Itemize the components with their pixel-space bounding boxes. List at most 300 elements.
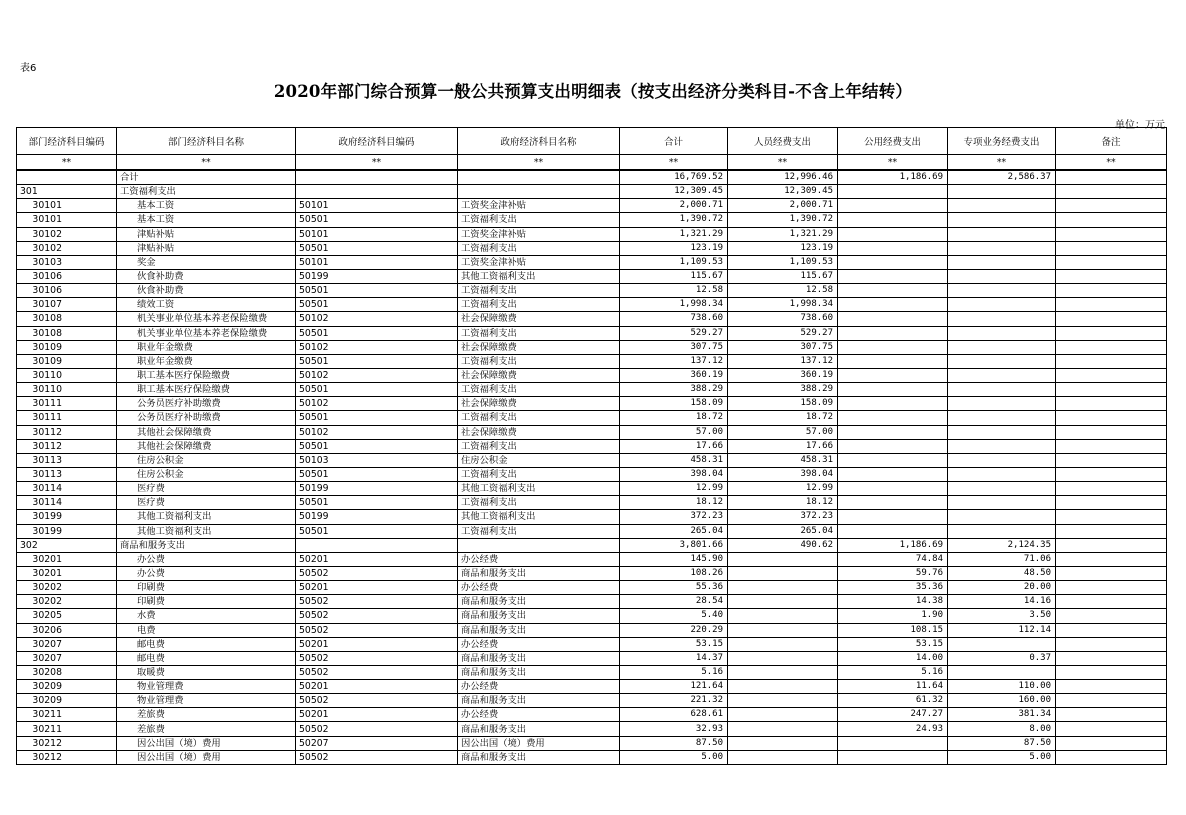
- cell-dept-name: 物业管理费: [117, 694, 296, 708]
- cell-total: 121.64: [620, 680, 728, 694]
- cell-remark: [1056, 411, 1167, 425]
- star-cell: **: [458, 155, 620, 171]
- cell-total: 529.27: [620, 326, 728, 340]
- cell-public: [838, 482, 948, 496]
- cell-gov-code: 50199: [296, 482, 458, 496]
- table-row: [17, 665, 1167, 679]
- cell-dept-name: 办公费: [117, 552, 296, 566]
- header-row: [17, 128, 1167, 155]
- table-row: [17, 651, 1167, 665]
- cell-gov-code: 50201: [296, 581, 458, 595]
- cell-public: [838, 383, 948, 397]
- cell-public: [838, 255, 948, 269]
- cell-special: [948, 411, 1056, 425]
- cell-public: [838, 467, 948, 481]
- table-row: [17, 213, 1167, 227]
- cell-gov-code: 50502: [296, 750, 458, 764]
- cell-dept-name: 住房公积金: [117, 453, 296, 467]
- cell-dept-name: 职工基本医疗保险缴费: [117, 383, 296, 397]
- table-row: [17, 453, 1167, 467]
- table-row: [17, 269, 1167, 283]
- cell-gov-name: 商品和服务支出: [458, 651, 620, 665]
- cell-personnel: 12.99: [728, 482, 838, 496]
- cell-remark: [1056, 651, 1167, 665]
- table-row: [17, 397, 1167, 411]
- cell-personnel: [728, 736, 838, 750]
- cell-total: 18.72: [620, 411, 728, 425]
- cell-dept-code: 30212: [17, 750, 117, 764]
- cell-special: [948, 482, 1056, 496]
- cell-total: 388.29: [620, 383, 728, 397]
- cell-dept-code: 301: [17, 185, 117, 199]
- table-row: [17, 623, 1167, 637]
- table-row: [17, 467, 1167, 481]
- cell-special: 381.34: [948, 708, 1056, 722]
- table-row: [17, 326, 1167, 340]
- star-cell: **: [838, 155, 948, 171]
- cell-remark: [1056, 453, 1167, 467]
- cell-total: 265.04: [620, 524, 728, 538]
- cell-personnel: 1,390.72: [728, 213, 838, 227]
- cell-dept-code: 30205: [17, 609, 117, 623]
- cell-total: 307.75: [620, 340, 728, 354]
- cell-personnel: [728, 566, 838, 580]
- cell-special: 48.50: [948, 566, 1056, 580]
- cell-total: 108.26: [620, 566, 728, 580]
- cell-gov-code: [296, 185, 458, 199]
- cell-gov-name: 商品和服务支出: [458, 566, 620, 580]
- col-header-gov-code: 政府经济科目编码: [296, 128, 458, 155]
- cell-remark: [1056, 213, 1167, 227]
- cell-dept-name: 职工基本医疗保险缴费: [117, 368, 296, 382]
- cell-special: [948, 298, 1056, 312]
- cell-dept-code: 30106: [17, 284, 117, 298]
- table-row: [17, 524, 1167, 538]
- cell-special: 5.00: [948, 750, 1056, 764]
- cell-dept-name: 公务员医疗补助缴费: [117, 411, 296, 425]
- cell-dept-name: 津贴补贴: [117, 241, 296, 255]
- cell-public: 14.38: [838, 595, 948, 609]
- cell-total: 123.19: [620, 241, 728, 255]
- cell-total: 221.32: [620, 694, 728, 708]
- col-header-special: 专项业务经费支出: [948, 128, 1056, 155]
- cell-special: 110.00: [948, 680, 1056, 694]
- cell-dept-name: 物业管理费: [117, 680, 296, 694]
- cell-personnel: 18.72: [728, 411, 838, 425]
- cell-total: 32.93: [620, 722, 728, 736]
- cell-special: 71.06: [948, 552, 1056, 566]
- cell-total: 5.16: [620, 665, 728, 679]
- cell-personnel: 490.62: [728, 538, 838, 552]
- col-header-dept-code: 部门经济科目编码: [17, 128, 117, 155]
- cell-special: 3.50: [948, 609, 1056, 623]
- table-row: [17, 736, 1167, 750]
- star-cell: **: [17, 155, 117, 171]
- cell-special: [948, 354, 1056, 368]
- cell-total: 12.99: [620, 482, 728, 496]
- cell-public: [838, 185, 948, 199]
- cell-dept-code: 30199: [17, 510, 117, 524]
- cell-special: [948, 397, 1056, 411]
- cell-gov-name: 社会保障缴费: [458, 397, 620, 411]
- col-header-dept-name: 部门经济科目名称: [117, 128, 296, 155]
- cell-special: 2,586.37: [948, 170, 1056, 185]
- cell-remark: [1056, 680, 1167, 694]
- cell-public: [838, 510, 948, 524]
- cell-total: 145.90: [620, 552, 728, 566]
- cell-remark: [1056, 694, 1167, 708]
- cell-remark: [1056, 722, 1167, 736]
- cell-remark: [1056, 482, 1167, 496]
- cell-gov-name: 办公经费: [458, 581, 620, 595]
- cell-public: 53.15: [838, 637, 948, 651]
- cell-public: [838, 284, 948, 298]
- cell-gov-name: 工资福利支出: [458, 439, 620, 453]
- cell-total: 220.29: [620, 623, 728, 637]
- cell-public: [838, 496, 948, 510]
- cell-personnel: [728, 694, 838, 708]
- cell-total: 28.54: [620, 595, 728, 609]
- cell-public: 11.64: [838, 680, 948, 694]
- cell-remark: [1056, 510, 1167, 524]
- star-cell: **: [728, 155, 838, 171]
- cell-public: [838, 453, 948, 467]
- cell-remark: [1056, 623, 1167, 637]
- cell-public: 5.16: [838, 665, 948, 679]
- cell-gov-name: 社会保障缴费: [458, 425, 620, 439]
- cell-gov-code: 50101: [296, 255, 458, 269]
- cell-public: [838, 750, 948, 764]
- cell-total: 16,769.52: [620, 170, 728, 185]
- cell-dept-name: 合计: [117, 170, 296, 185]
- cell-personnel: 1,321.29: [728, 227, 838, 241]
- cell-remark: [1056, 312, 1167, 326]
- table-row: [17, 255, 1167, 269]
- cell-special: [948, 227, 1056, 241]
- cell-gov-code: 50501: [296, 241, 458, 255]
- cell-remark: [1056, 425, 1167, 439]
- table-body: [17, 170, 1167, 764]
- cell-remark: [1056, 241, 1167, 255]
- budget-table: [16, 127, 1167, 765]
- cell-special: 2,124.35: [948, 538, 1056, 552]
- table-row: [17, 750, 1167, 764]
- cell-personnel: [728, 651, 838, 665]
- cell-dept-code: 30108: [17, 312, 117, 326]
- cell-gov-code: 50102: [296, 368, 458, 382]
- cell-gov-name: [458, 185, 620, 199]
- cell-personnel: 388.29: [728, 383, 838, 397]
- cell-gov-code: 50501: [296, 439, 458, 453]
- cell-gov-code: 50102: [296, 397, 458, 411]
- cell-gov-name: 工资福利支出: [458, 298, 620, 312]
- table-row: [17, 482, 1167, 496]
- table-row: [17, 227, 1167, 241]
- cell-total: 398.04: [620, 467, 728, 481]
- cell-public: [838, 524, 948, 538]
- cell-remark: [1056, 496, 1167, 510]
- cell-special: [948, 269, 1056, 283]
- cell-remark: [1056, 609, 1167, 623]
- cell-gov-name: 工资福利支出: [458, 411, 620, 425]
- cell-personnel: 1,109.53: [728, 255, 838, 269]
- cell-gov-name: 商品和服务支出: [458, 750, 620, 764]
- cell-total: 1,390.72: [620, 213, 728, 227]
- cell-gov-code: [296, 538, 458, 552]
- cell-public: 108.15: [838, 623, 948, 637]
- cell-total: 18.12: [620, 496, 728, 510]
- unit-label: 单位：万元: [1115, 120, 1165, 131]
- cell-dept-code: 30211: [17, 722, 117, 736]
- cell-dept-code: 30212: [17, 736, 117, 750]
- cell-public: 14.00: [838, 651, 948, 665]
- cell-gov-name: 工资奖金津补贴: [458, 199, 620, 213]
- cell-dept-name: 其他工资福利支出: [117, 510, 296, 524]
- cell-special: 8.00: [948, 722, 1056, 736]
- cell-dept-code: 30107: [17, 298, 117, 312]
- cell-total: 12,309.45: [620, 185, 728, 199]
- cell-dept-code: 30113: [17, 467, 117, 481]
- cell-dept-code: 30110: [17, 368, 117, 382]
- cell-remark: [1056, 170, 1167, 185]
- table-row: [17, 354, 1167, 368]
- cell-gov-code: 50501: [296, 213, 458, 227]
- cell-remark: [1056, 298, 1167, 312]
- cell-special: [948, 241, 1056, 255]
- cell-gov-code: 50501: [296, 524, 458, 538]
- cell-dept-name: 机关事业单位基本养老保险缴费: [117, 326, 296, 340]
- cell-remark: [1056, 665, 1167, 679]
- cell-public: [838, 269, 948, 283]
- cell-special: [948, 637, 1056, 651]
- table-row: [17, 694, 1167, 708]
- cell-personnel: [728, 665, 838, 679]
- cell-personnel: 123.19: [728, 241, 838, 255]
- cell-personnel: 529.27: [728, 326, 838, 340]
- cell-dept-code: 30108: [17, 326, 117, 340]
- cell-public: 59.76: [838, 566, 948, 580]
- cell-special: [948, 467, 1056, 481]
- cell-gov-name: [458, 170, 620, 185]
- col-header-gov-name: 政府经济科目名称: [458, 128, 620, 155]
- col-header-remark: 备注: [1056, 128, 1167, 155]
- cell-remark: [1056, 467, 1167, 481]
- cell-remark: [1056, 284, 1167, 298]
- cell-total: 360.19: [620, 368, 728, 382]
- cell-dept-name: 津贴补贴: [117, 227, 296, 241]
- cell-gov-code: [296, 170, 458, 185]
- cell-total: 57.00: [620, 425, 728, 439]
- cell-remark: [1056, 637, 1167, 651]
- cell-gov-name: 社会保障缴费: [458, 312, 620, 326]
- cell-dept-name: 奖金: [117, 255, 296, 269]
- table-row: [17, 284, 1167, 298]
- cell-dept-code: 30209: [17, 694, 117, 708]
- col-header-public: 公用经费支出: [838, 128, 948, 155]
- cell-public: [838, 439, 948, 453]
- cell-dept-name: 医疗费: [117, 496, 296, 510]
- cell-public: [838, 736, 948, 750]
- cell-gov-code: 50502: [296, 623, 458, 637]
- cell-public: [838, 397, 948, 411]
- table-row: [17, 566, 1167, 580]
- table-row: [17, 609, 1167, 623]
- cell-gov-code: 50201: [296, 637, 458, 651]
- cell-gov-code: 50501: [296, 326, 458, 340]
- cell-public: 247.27: [838, 708, 948, 722]
- table-row: [17, 496, 1167, 510]
- cell-dept-code: 30111: [17, 411, 117, 425]
- cell-personnel: 12,996.46: [728, 170, 838, 185]
- cell-dept-name: 绩效工资: [117, 298, 296, 312]
- cell-total: 2,000.71: [620, 199, 728, 213]
- cell-remark: [1056, 552, 1167, 566]
- cell-gov-name: 其他工资福利支出: [458, 482, 620, 496]
- cell-gov-name: 工资奖金津补贴: [458, 255, 620, 269]
- cell-gov-name: 商品和服务支出: [458, 609, 620, 623]
- cell-public: 1.90: [838, 609, 948, 623]
- cell-total: 137.12: [620, 354, 728, 368]
- cell-personnel: 57.00: [728, 425, 838, 439]
- cell-dept-code: 30103: [17, 255, 117, 269]
- cell-gov-code: 50502: [296, 722, 458, 736]
- cell-personnel: [728, 722, 838, 736]
- cell-special: 20.00: [948, 581, 1056, 595]
- cell-dept-code: 30112: [17, 439, 117, 453]
- cell-dept-code: 30101: [17, 199, 117, 213]
- cell-dept-name: 职业年金缴费: [117, 340, 296, 354]
- cell-gov-code: 50207: [296, 736, 458, 750]
- cell-special: 0.37: [948, 651, 1056, 665]
- cell-total: 3,801.66: [620, 538, 728, 552]
- table-row: [17, 368, 1167, 382]
- cell-gov-name: 工资福利支出: [458, 213, 620, 227]
- cell-gov-name: 商品和服务支出: [458, 694, 620, 708]
- cell-personnel: [728, 595, 838, 609]
- cell-dept-code: 30109: [17, 354, 117, 368]
- cell-special: [948, 185, 1056, 199]
- cell-dept-name: 水费: [117, 609, 296, 623]
- cell-dept-name: 印刷费: [117, 595, 296, 609]
- cell-personnel: 1,998.34: [728, 298, 838, 312]
- cell-total: 1,321.29: [620, 227, 728, 241]
- cell-dept-code: 30202: [17, 595, 117, 609]
- cell-public: [838, 241, 948, 255]
- cell-personnel: 360.19: [728, 368, 838, 382]
- cell-personnel: 458.31: [728, 453, 838, 467]
- cell-gov-name: 其他工资福利支出: [458, 269, 620, 283]
- cell-remark: [1056, 326, 1167, 340]
- cell-remark: [1056, 368, 1167, 382]
- cell-gov-name: [458, 538, 620, 552]
- cell-dept-code: 30211: [17, 708, 117, 722]
- cell-gov-code: 50501: [296, 496, 458, 510]
- cell-total: 17.66: [620, 439, 728, 453]
- cell-total: 5.00: [620, 750, 728, 764]
- cell-public: 1,186.69: [838, 538, 948, 552]
- table-row: [17, 298, 1167, 312]
- cell-public: 35.36: [838, 581, 948, 595]
- cell-dept-name: 取暖费: [117, 665, 296, 679]
- star-cell: **: [620, 155, 728, 171]
- cell-dept-name: 电费: [117, 623, 296, 637]
- cell-special: 160.00: [948, 694, 1056, 708]
- cell-dept-code: 30199: [17, 524, 117, 538]
- cell-personnel: 265.04: [728, 524, 838, 538]
- table-row: [17, 199, 1167, 213]
- cell-dept-code: [17, 170, 117, 185]
- cell-dept-name: 邮电费: [117, 651, 296, 665]
- cell-personnel: 12.58: [728, 284, 838, 298]
- cell-dept-code: 30114: [17, 482, 117, 496]
- cell-dept-name: 伙食补助费: [117, 284, 296, 298]
- cell-dept-name: 职业年金缴费: [117, 354, 296, 368]
- table-row: [17, 510, 1167, 524]
- table-row: [17, 241, 1167, 255]
- cell-gov-name: 商品和服务支出: [458, 722, 620, 736]
- cell-dept-name: 工资福利支出: [117, 185, 296, 199]
- cell-gov-code: 50501: [296, 383, 458, 397]
- cell-gov-code: 50201: [296, 708, 458, 722]
- cell-dept-name: 因公出国（境）费用: [117, 736, 296, 750]
- cell-special: [948, 312, 1056, 326]
- cell-remark: [1056, 595, 1167, 609]
- cell-gov-code: 50502: [296, 566, 458, 580]
- cell-personnel: [728, 552, 838, 566]
- cell-gov-code: 50201: [296, 680, 458, 694]
- cell-gov-code: 50502: [296, 609, 458, 623]
- cell-gov-code: 50102: [296, 340, 458, 354]
- cell-remark: [1056, 439, 1167, 453]
- table-row: [17, 185, 1167, 199]
- cell-personnel: 738.60: [728, 312, 838, 326]
- cell-dept-code: 30106: [17, 269, 117, 283]
- table-row: [17, 595, 1167, 609]
- cell-dept-code: 302: [17, 538, 117, 552]
- cell-gov-name: 工资福利支出: [458, 496, 620, 510]
- cell-special: [948, 199, 1056, 213]
- cell-total: 1,998.34: [620, 298, 728, 312]
- table-row: [17, 383, 1167, 397]
- cell-gov-name: 商品和服务支出: [458, 623, 620, 637]
- star-cell: **: [1056, 155, 1167, 171]
- cell-special: [948, 368, 1056, 382]
- cell-dept-name: 其他社会保障缴费: [117, 439, 296, 453]
- cell-special: [948, 213, 1056, 227]
- cell-dept-name: 印刷费: [117, 581, 296, 595]
- cell-remark: [1056, 581, 1167, 595]
- cell-dept-code: 30110: [17, 383, 117, 397]
- table-row: [17, 552, 1167, 566]
- cell-gov-name: 办公经费: [458, 552, 620, 566]
- cell-dept-code: 30102: [17, 227, 117, 241]
- table-number: 表6: [20, 63, 37, 74]
- cell-gov-name: 工资福利支出: [458, 326, 620, 340]
- cell-personnel: [728, 708, 838, 722]
- cell-public: [838, 199, 948, 213]
- table-row: [17, 425, 1167, 439]
- cell-total: 5.40: [620, 609, 728, 623]
- cell-special: [948, 326, 1056, 340]
- cell-gov-code: 50501: [296, 284, 458, 298]
- cell-dept-name: 公务员医疗补助缴费: [117, 397, 296, 411]
- table-row: [17, 411, 1167, 425]
- cell-gov-code: 50103: [296, 453, 458, 467]
- cell-dept-code: 30109: [17, 340, 117, 354]
- cell-remark: [1056, 566, 1167, 580]
- cell-personnel: [728, 680, 838, 694]
- cell-dept-code: 30201: [17, 552, 117, 566]
